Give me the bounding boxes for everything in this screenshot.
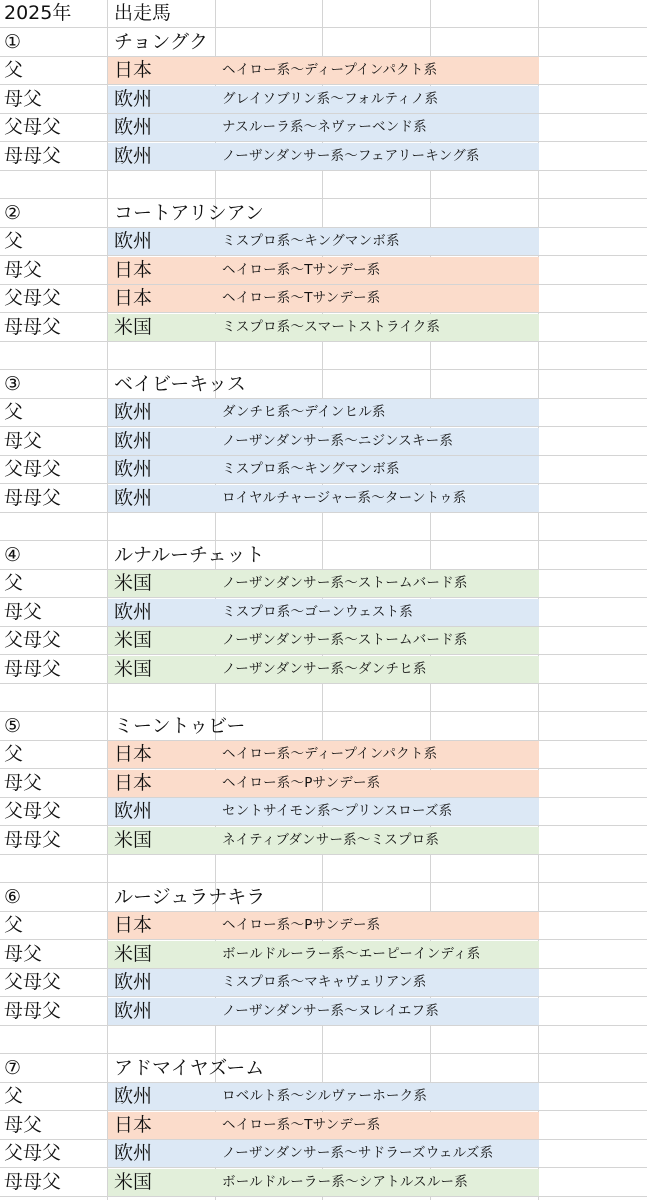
relation-cell[interactable]: 母母父 xyxy=(4,144,62,167)
region-cell[interactable]: 米国 xyxy=(114,1170,153,1193)
sire-line-cell[interactable]: ボールドルーラー系〜エーピーインディ系 xyxy=(222,945,481,962)
relation-cell[interactable]: 父母父 xyxy=(4,287,62,309)
region-cell[interactable]: 日本 xyxy=(114,258,153,281)
relation-cell[interactable]: 父 xyxy=(4,230,24,252)
sire-line-cell[interactable]: ミスプロ系〜キングマンボ系 xyxy=(222,233,400,249)
relation-cell[interactable]: 母父 xyxy=(4,87,43,110)
relation-cell[interactable]: 母父 xyxy=(4,429,43,452)
region-cell[interactable]: 欧州 xyxy=(114,87,153,110)
horse-name-cell[interactable]: コートアリシアン xyxy=(114,201,264,224)
relation-cell[interactable]: 母母父 xyxy=(4,657,62,680)
sire-line-cell[interactable]: ナスルーラ系〜ネヴァーベンド系 xyxy=(222,119,427,135)
horse-title-row xyxy=(0,200,647,228)
sire-line-cell[interactable]: ミスプロ系〜スマートストライク系 xyxy=(222,318,441,335)
relation-cell[interactable]: 父 xyxy=(4,743,24,765)
pedigree-row xyxy=(0,114,647,142)
sire-line-cell[interactable]: ヘイロー系〜ディープインパクト系 xyxy=(222,746,438,762)
relation-cell[interactable]: 父 xyxy=(4,914,24,936)
region-cell[interactable]: 日本 xyxy=(114,771,153,794)
sire-line-cell[interactable]: ノーザンダンサー系〜ニジンスキー系 xyxy=(222,432,454,449)
region-cell[interactable]: 米国 xyxy=(114,572,153,594)
relation-cell[interactable]: 父母父 xyxy=(4,458,62,480)
relation-cell[interactable]: 母父 xyxy=(4,258,43,281)
sire-line-cell[interactable]: ヘイロー系〜Pサンデー系 xyxy=(222,774,381,791)
relation-cell[interactable]: 父母父 xyxy=(4,1142,62,1164)
region-cell[interactable]: 日本 xyxy=(114,914,153,936)
pedigree-row xyxy=(0,770,647,798)
relation-cell[interactable]: 父母父 xyxy=(4,116,62,138)
pedigree-row xyxy=(0,428,647,456)
relation-cell[interactable]: 父母父 xyxy=(4,800,62,822)
relation-cell[interactable]: 母父 xyxy=(4,1113,43,1136)
horse-number-cell[interactable]: ③ xyxy=(4,372,22,395)
horse-name-cell[interactable]: ルージュラナキラ xyxy=(114,885,266,908)
region-cell[interactable]: 欧州 xyxy=(114,401,153,423)
relation-cell[interactable]: 母母父 xyxy=(4,315,62,338)
horse-name-cell[interactable]: ベイビーキッス xyxy=(114,372,246,395)
sire-line-cell[interactable]: ミスプロ系〜マキャヴェリアン系 xyxy=(222,974,427,990)
region-cell[interactable]: 日本 xyxy=(114,287,153,309)
relation-cell[interactable]: 母父 xyxy=(4,771,43,794)
empty-row xyxy=(0,684,647,712)
pedigree-row xyxy=(0,57,647,85)
relation-cell[interactable]: 母父 xyxy=(4,942,43,965)
pedigree-row xyxy=(0,285,647,313)
horse-name-cell[interactable]: アドマイヤズーム xyxy=(114,1056,265,1079)
sire-line-cell[interactable]: ダンチヒ系〜デインヒル系 xyxy=(222,404,386,420)
sire-line-cell[interactable]: ネイティブダンサー系〜ミスプロ系 xyxy=(222,831,440,848)
relation-cell[interactable]: 父 xyxy=(4,59,24,81)
pedigree-row xyxy=(0,627,647,655)
relation-cell[interactable]: 母母父 xyxy=(4,1170,62,1193)
horse-title-row xyxy=(0,29,647,57)
horse-title-row xyxy=(0,713,647,741)
region-cell[interactable]: 欧州 xyxy=(114,1085,153,1107)
horse-name-cell[interactable]: チョングク xyxy=(114,30,209,53)
region-cell[interactable]: 欧州 xyxy=(114,230,153,252)
pedigree-row xyxy=(0,741,647,769)
pedigree-row xyxy=(0,143,647,171)
region-cell[interactable]: 欧州 xyxy=(114,116,153,138)
region-cell[interactable]: 米国 xyxy=(114,629,153,651)
relation-cell[interactable]: 父母父 xyxy=(4,971,62,993)
region-cell[interactable]: 日本 xyxy=(114,743,153,765)
sire-line-cell[interactable]: ノーザンダンサー系〜サドラーズウェルズ系 xyxy=(222,1145,494,1161)
relation-cell[interactable]: 父母父 xyxy=(4,629,62,651)
horse-number-cell[interactable]: ⑥ xyxy=(4,885,22,908)
horse-name-cell[interactable]: ミーントゥビー xyxy=(114,714,246,737)
horse-number-cell[interactable]: ② xyxy=(4,201,22,224)
region-cell[interactable]: 欧州 xyxy=(114,458,153,480)
region-cell[interactable]: 日本 xyxy=(114,59,153,81)
region-cell[interactable]: 欧州 xyxy=(114,600,153,623)
horse-number-cell[interactable]: ⑤ xyxy=(4,714,22,737)
pedigree-row xyxy=(0,570,647,598)
sire-line-cell[interactable]: ノーザンダンサー系〜ヌレイエフ系 xyxy=(222,1002,439,1019)
pedigree-row xyxy=(0,257,647,285)
region-cell[interactable]: 欧州 xyxy=(114,429,153,452)
pedigree-row xyxy=(0,1169,647,1197)
region-cell[interactable]: 欧州 xyxy=(114,999,153,1022)
sire-line-cell[interactable]: ロベルト系〜シルヴァーホーク系 xyxy=(222,1088,428,1104)
pedigree-row xyxy=(0,656,647,684)
sire-line-cell[interactable]: ヘイロー系〜Tサンデー系 xyxy=(222,1116,381,1133)
sire-line-cell[interactable]: ヘイロー系〜Tサンデー系 xyxy=(222,290,381,306)
region-cell[interactable]: 欧州 xyxy=(114,144,153,167)
horse-title-row xyxy=(0,884,647,912)
pedigree-row xyxy=(0,969,647,997)
horse-title-row xyxy=(0,1055,647,1083)
empty-row xyxy=(0,342,647,370)
relation-cell[interactable]: 母父 xyxy=(4,600,43,623)
pedigree-row xyxy=(0,827,647,855)
relation-cell[interactable]: 母母父 xyxy=(4,486,62,509)
pedigree-row xyxy=(0,456,647,484)
region-cell[interactable]: 米国 xyxy=(114,315,153,338)
horse-title-row xyxy=(0,371,647,399)
pedigree-row xyxy=(0,941,647,969)
empty-row xyxy=(0,513,647,541)
region-cell[interactable]: 欧州 xyxy=(114,800,153,822)
region-cell[interactable]: 欧州 xyxy=(114,1142,153,1164)
pedigree-row xyxy=(0,1140,647,1168)
horse-name-cell[interactable]: ルナルーチェット xyxy=(114,543,265,566)
pedigree-row xyxy=(0,998,647,1026)
sire-line-cell[interactable]: ヘイロー系〜Tサンデー系 xyxy=(222,261,381,278)
pedigree-row xyxy=(0,912,647,940)
sire-line-cell[interactable]: ミスプロ系〜キングマンボ系 xyxy=(222,461,400,477)
relation-cell[interactable]: 父 xyxy=(4,401,24,423)
pedigree-row xyxy=(0,1083,647,1111)
region-cell[interactable]: 米国 xyxy=(114,942,153,965)
pedigree-row xyxy=(0,798,647,826)
sire-line-cell[interactable]: ノーザンダンサー系〜フェアリーキング系 xyxy=(222,147,480,164)
relation-cell[interactable]: 父 xyxy=(4,1085,24,1107)
region-cell[interactable]: 日本 xyxy=(114,1113,153,1136)
horse-number-cell[interactable]: ① xyxy=(4,30,22,53)
empty-row xyxy=(0,171,647,199)
pedigree-row xyxy=(0,399,647,427)
sire-line-cell[interactable]: ヘイロー系〜Pサンデー系 xyxy=(222,917,381,933)
header-row xyxy=(0,0,647,28)
sire-line-cell[interactable]: ノーザンダンサー系〜ストームバード系 xyxy=(222,632,468,648)
year-cell[interactable]: 2025年 xyxy=(4,2,72,24)
pedigree-row xyxy=(0,228,647,256)
pedigree-row xyxy=(0,86,647,114)
pedigree-row xyxy=(0,485,647,513)
sire-line-cell[interactable]: セントサイモン系〜プリンスローズ系 xyxy=(222,803,453,819)
relation-cell[interactable]: 母母父 xyxy=(4,999,62,1022)
relation-cell[interactable]: 母母父 xyxy=(4,828,62,851)
sire-line-cell[interactable]: ロイヤルチャージャー系〜ターントゥ系 xyxy=(222,489,467,506)
region-cell[interactable]: 米国 xyxy=(114,657,153,680)
pedigree-row xyxy=(0,314,647,342)
sire-line-cell[interactable]: グレイソブリン系〜フォルティノ系 xyxy=(222,90,439,107)
pedigree-row xyxy=(0,1112,647,1140)
region-cell[interactable]: 欧州 xyxy=(114,971,153,993)
relation-cell[interactable]: 父 xyxy=(4,572,24,594)
sire-line-cell[interactable]: ボールドルーラー系〜シアトルスルー系 xyxy=(222,1173,468,1190)
region-cell[interactable]: 米国 xyxy=(114,828,153,851)
horse-number-cell[interactable]: ④ xyxy=(4,543,22,566)
sire-line-cell[interactable]: ヘイロー系〜ディープインパクト系 xyxy=(222,62,438,78)
horse-number-cell[interactable]: ⑦ xyxy=(4,1056,22,1079)
pedigree-row xyxy=(0,599,647,627)
sire-line-cell[interactable]: ノーザンダンサー系〜ストームバード系 xyxy=(222,575,468,591)
horse-title-row xyxy=(0,542,647,570)
sire-line-cell[interactable]: ノーザンダンサー系〜ダンチヒ系 xyxy=(222,660,427,677)
empty-row xyxy=(0,1026,647,1054)
header-label-cell[interactable]: 出走馬 xyxy=(114,2,172,24)
empty-row xyxy=(0,855,647,883)
region-cell[interactable]: 欧州 xyxy=(114,486,153,509)
sire-line-cell[interactable]: ミスプロ系〜ゴーンウェスト系 xyxy=(222,603,413,620)
